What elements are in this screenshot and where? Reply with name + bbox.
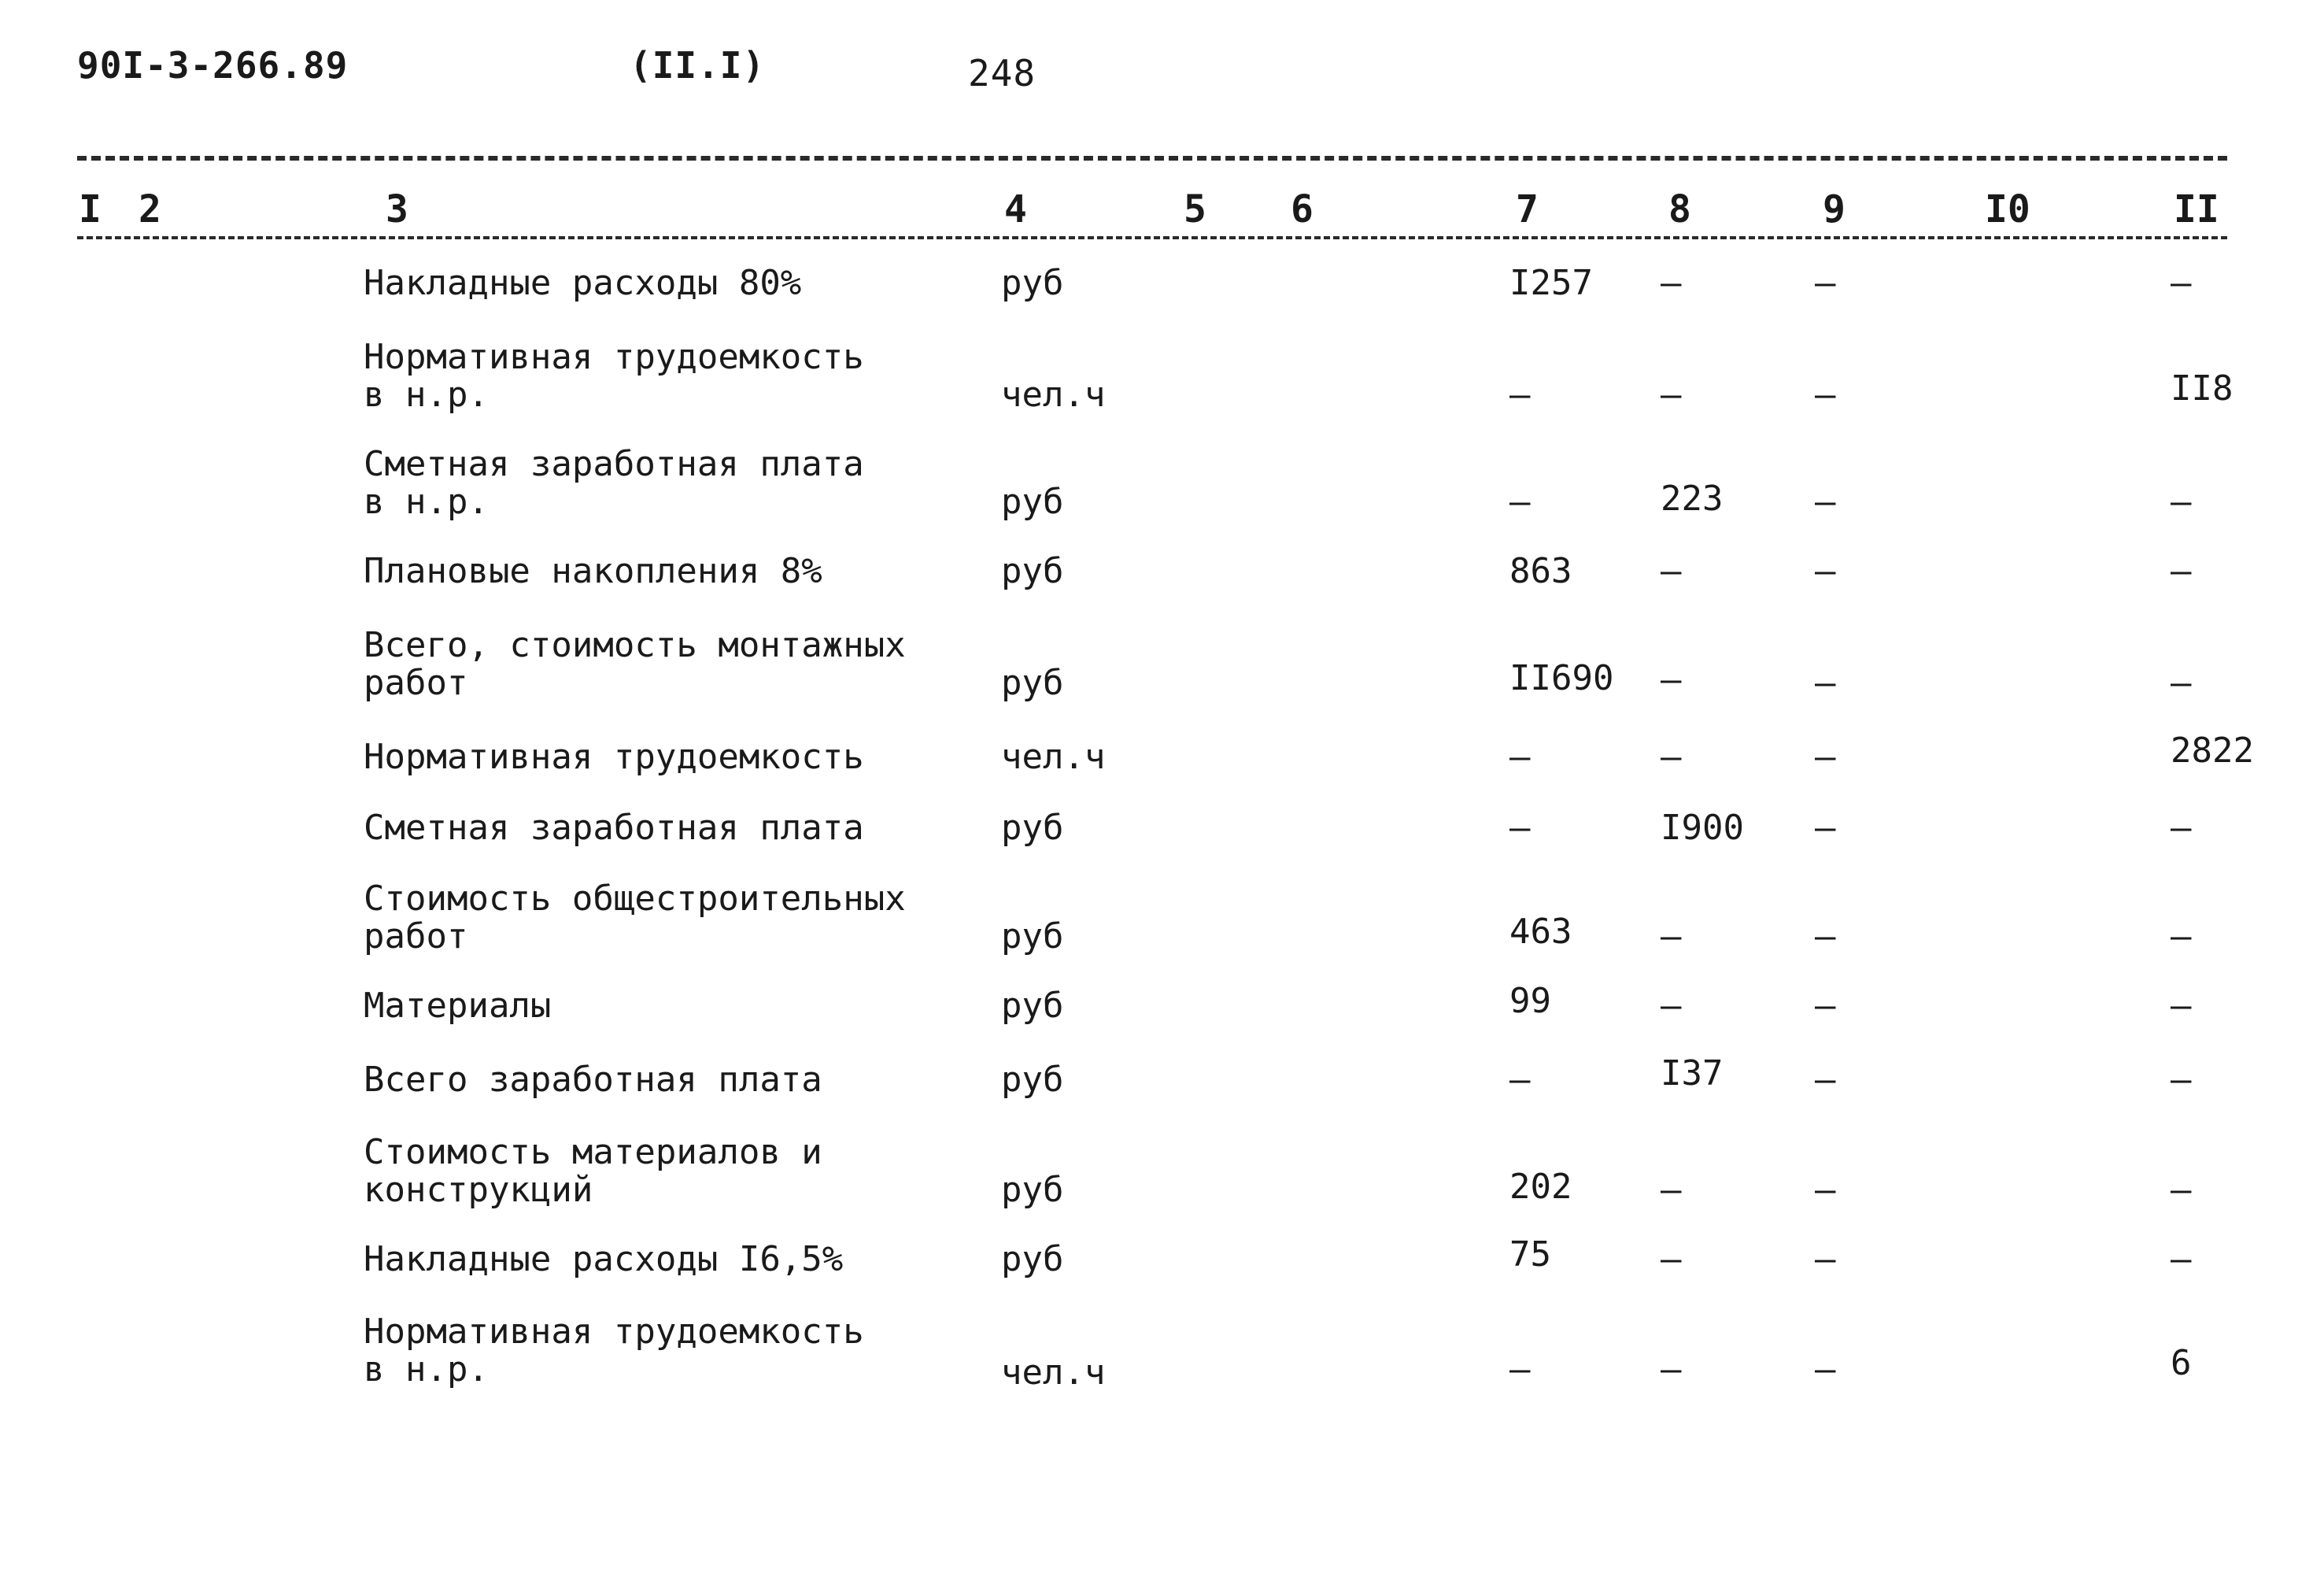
row-col9: –	[1815, 1239, 1836, 1279]
document-code: 90I-3-266.89	[77, 44, 349, 87]
row-col7: II690	[1509, 658, 1614, 698]
row-description: Всего, стоимость монтажных работ	[364, 625, 906, 703]
row-col7: –	[1509, 1060, 1531, 1100]
row-unit: чел.ч	[1001, 1352, 1106, 1393]
row-col11: 2822	[2171, 731, 2254, 771]
row-col9: –	[1815, 551, 1836, 591]
row-col9: –	[1815, 1349, 1836, 1389]
row-unit: руб	[1001, 263, 1064, 303]
row-col9: –	[1815, 808, 1836, 848]
row-col9: –	[1815, 737, 1836, 777]
row-col8: –	[1661, 986, 1682, 1026]
row-unit: чел.ч	[1001, 375, 1106, 415]
row-col8: –	[1661, 660, 1682, 700]
row-col9: –	[1815, 375, 1836, 415]
row-col11: –	[2171, 551, 2192, 591]
row-col9: –	[1815, 986, 1836, 1026]
row-col8: I900	[1661, 808, 1744, 848]
row-col8: –	[1661, 1349, 1682, 1389]
row-col11: –	[2171, 808, 2192, 848]
row-col11: II8	[2171, 368, 2233, 409]
column-number-6: 6	[1291, 187, 1313, 231]
row-col7: –	[1509, 808, 1531, 848]
row-col8: –	[1661, 737, 1682, 777]
row-col7: 202	[1509, 1167, 1572, 1207]
row-unit: руб	[1001, 551, 1064, 591]
dashed-rule-columns	[77, 236, 2227, 239]
row-col7: –	[1509, 375, 1531, 415]
row-unit: руб	[1001, 1239, 1064, 1279]
row-col7: I257	[1509, 263, 1593, 303]
row-col7: –	[1509, 1349, 1531, 1389]
row-col9: –	[1815, 482, 1836, 522]
row-unit: руб	[1001, 482, 1064, 522]
row-col9: –	[1815, 663, 1836, 703]
row-col8: –	[1661, 263, 1682, 303]
row-col8: –	[1661, 916, 1682, 957]
row-description: Нормативная трудоемкость в н.р.	[364, 1312, 864, 1389]
row-description: Материалы	[364, 986, 552, 1026]
row-col8: –	[1661, 375, 1682, 415]
row-description: Сметная заработная плата в н.р.	[364, 444, 864, 522]
column-number-2: 2	[139, 187, 161, 231]
row-description: Нормативная трудоемкость в н.р.	[364, 337, 864, 415]
row-col7: –	[1509, 737, 1531, 777]
row-col8: I37	[1661, 1053, 1724, 1093]
row-col11: –	[2171, 1060, 2192, 1100]
row-col11: 6	[2171, 1343, 2192, 1383]
row-col11: –	[2171, 482, 2192, 522]
row-col9: –	[1815, 263, 1836, 303]
row-description: Накладные расходы 80%	[364, 263, 802, 303]
dashed-rule-top	[77, 156, 2227, 161]
row-description: Стоимость материалов и конструкций	[364, 1132, 822, 1210]
column-number-10: I0	[1985, 187, 2030, 231]
row-col11: –	[2171, 986, 2192, 1026]
column-number-9: 9	[1823, 187, 1846, 231]
row-col7: 863	[1509, 551, 1572, 591]
column-number-5: 5	[1184, 187, 1206, 231]
row-description: Стоимость общестроительных работ	[364, 879, 906, 957]
column-number-3: 3	[386, 187, 408, 231]
row-unit: руб	[1001, 808, 1064, 848]
row-col11: –	[2171, 263, 2192, 303]
column-number-8: 8	[1668, 187, 1691, 231]
row-col7: –	[1509, 482, 1531, 522]
row-description: Сметная заработная плата	[364, 808, 864, 848]
row-unit: руб	[1001, 916, 1064, 957]
column-number-11: II	[2174, 187, 2219, 231]
page-number: 248	[968, 52, 1036, 94]
row-description: Плановые накопления 8%	[364, 551, 822, 591]
row-col9: –	[1815, 916, 1836, 957]
row-col11: –	[2171, 1239, 2192, 1279]
row-col8: 223	[1661, 479, 1724, 519]
row-col11: –	[2171, 663, 2192, 703]
row-col7: 463	[1509, 912, 1572, 952]
row-unit: руб	[1001, 1170, 1064, 1210]
row-unit: руб	[1001, 1060, 1064, 1100]
row-col8: –	[1661, 551, 1682, 591]
row-unit: руб	[1001, 986, 1064, 1026]
row-unit: руб	[1001, 663, 1064, 703]
row-col11: –	[2171, 1170, 2192, 1210]
row-col7: 99	[1509, 981, 1551, 1021]
row-col8: –	[1661, 1170, 1682, 1210]
row-col11: –	[2171, 916, 2192, 957]
row-description: Накладные расходы I6,5%	[364, 1239, 844, 1279]
row-col7: 75	[1509, 1234, 1551, 1275]
section-number: (II.I)	[630, 44, 766, 87]
column-number-1: I	[79, 187, 102, 231]
row-description: Нормативная трудоемкость	[364, 737, 864, 777]
column-number-4: 4	[1004, 187, 1027, 231]
row-col9: –	[1815, 1170, 1836, 1210]
row-description: Всего заработная плата	[364, 1060, 822, 1100]
row-unit: чел.ч	[1001, 737, 1106, 777]
row-col9: –	[1815, 1060, 1836, 1100]
column-number-7: 7	[1516, 187, 1539, 231]
row-col8: –	[1661, 1239, 1682, 1279]
